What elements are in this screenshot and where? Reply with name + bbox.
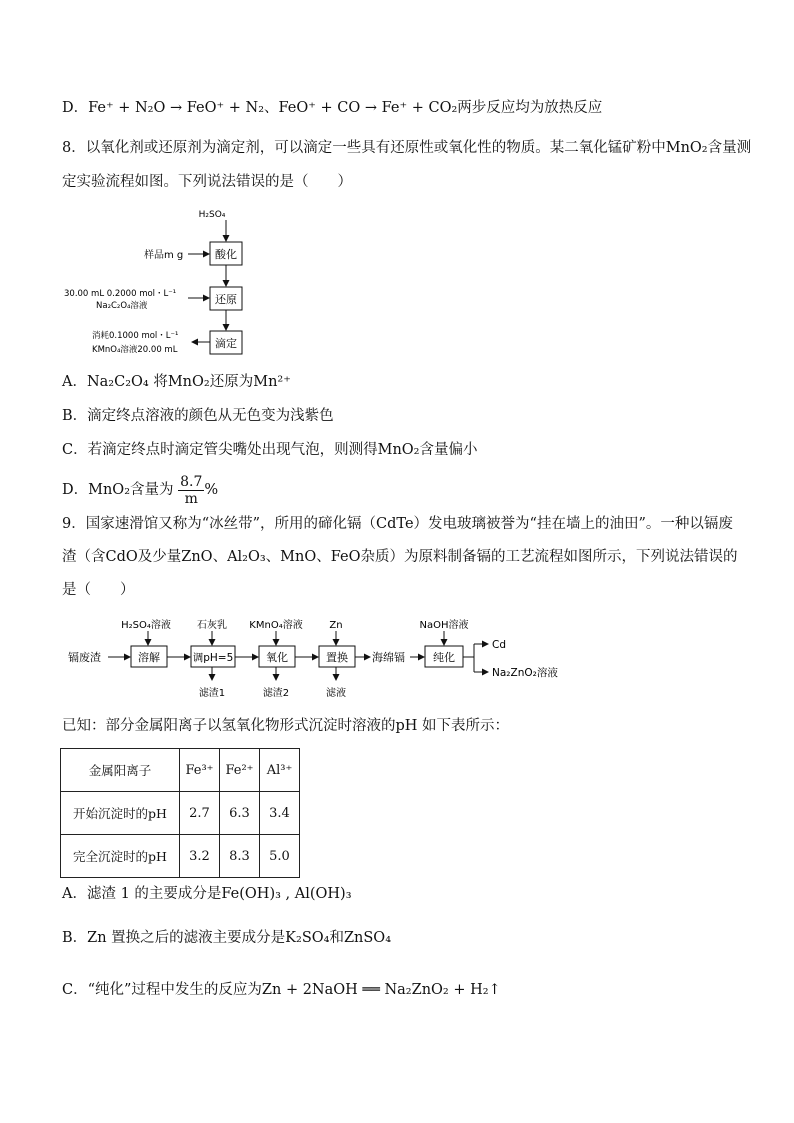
q8-stem-line1: 8．以氧化剂或还原剂为滴定剂，可以滴定一些具有还原性或氧化性的物质。某二氧化锰矿粉中MnO₂含量测 (62, 140, 752, 156)
q9-ph-table (60, 748, 300, 878)
svg-text:KMnO₄溶液: KMnO₄溶液 (249, 620, 303, 631)
q9-flow-diagram (64, 612, 584, 704)
q9-start: 镉废渣 (68, 651, 101, 664)
q8-reagent-h2so4: H₂SO₄ (198, 210, 226, 220)
q8-option-d-suffix: % (204, 482, 219, 498)
svg-text:滤液: 滤液 (326, 688, 346, 699)
q8-consume-line2: KMnO₄溶液20.00 mL (92, 345, 178, 355)
q9-stem-line1: 9．国家速滑馆又称为“冰丝带”，所用的碲化镉（CdTe）发电玻璃被誉为“挂在墙上的油田”。一种以镉废 (62, 516, 733, 532)
svg-text:氧化: 氧化 (266, 651, 288, 664)
q8-option-d-fraction: $\frac{8.7}{m}$ (180, 473, 203, 507)
table-row: 开始沉淀时的pH 2.7 6.3 3.4 (61, 792, 300, 835)
q8-option-b: B．滴定终点溶液的颜色从无色变为浅紫色 (62, 408, 334, 424)
svg-text:溶解: 溶解 (138, 651, 160, 664)
table-row: 完全沉淀时的pH 3.2 8.3 5.0 (61, 835, 300, 878)
q9-known: 已知：部分金属阳离子以氢氧化物形式沉淀时溶液的pH 如下表所示： (62, 718, 510, 734)
q8-box2-label: 还原 (215, 293, 237, 306)
svg-text:纯化: 纯化 (433, 651, 455, 664)
q9-stem-line2: 渣（含CdO及少量ZnO、Al₂O₃、MnO、FeO杂质）为原料制备镉的工艺流程如图所示，下列说法错误的 (62, 549, 738, 565)
q8-consume-line1: 消耗0.1000 mol・L⁻¹ (92, 331, 179, 341)
svg-text:石灰乳: 石灰乳 (197, 620, 227, 631)
q9-option-c: C．“纯化”过程中发生的反应为Zn + 2NaOH ══ Na₂ZnO₂ + H₂↑ (62, 982, 501, 998)
q8-stem-line2: 定实验流程如图。下列说法错误的是（ ） (62, 174, 352, 190)
q8-option-d-prefix: D．MnO₂含量为 (62, 482, 174, 498)
svg-text:滤渣1: 滤渣1 (198, 688, 226, 699)
svg-text:NaOH溶液: NaOH溶液 (419, 620, 469, 631)
svg-text:海绵镉: 海绵镉 (372, 651, 405, 664)
q8-option-a: A．Na₂C₂O₄ 将MnO₂还原为Mn²⁺ (62, 374, 291, 390)
svg-text:调pH=5: 调pH=5 (192, 652, 234, 664)
svg-text:滤渣2: 滤渣2 (262, 688, 290, 699)
q8-box1-label: 酸化 (215, 248, 237, 261)
table-header-row: 金属阳离子 Fe³⁺ Fe²⁺ Al³⁺ (61, 749, 300, 792)
svg-text:置换: 置换 (326, 651, 348, 664)
svg-text:Na₂ZnO₂溶液: Na₂ZnO₂溶液 (492, 667, 558, 679)
q7-option-d: D．Fe⁺ + N₂O → FeO⁺ + N₂、FeO⁺ + CO → Fe⁺ + CO₂两步反应均为放热反应 (62, 100, 603, 116)
q9-option-a: A．滤渣 1 的主要成分是Fe(OH)₃ , Al(OH)₃ (62, 886, 352, 902)
q8-sample-label: 样品m g (144, 250, 184, 261)
svg-text:Zn: Zn (329, 620, 343, 631)
svg-text:H₂SO₄溶液: H₂SO₄溶液 (121, 620, 171, 631)
q8-box3-label: 滴定 (215, 337, 237, 350)
svg-text:Cd: Cd (492, 639, 506, 651)
q9-option-b: B．Zn 置换之后的滤液主要成分是K₂SO₄和ZnSO₄ (62, 930, 392, 946)
q8-oxalate-line2: Na₂C₂O₄溶液 (96, 301, 148, 311)
q8-flow-diagram (64, 204, 264, 356)
q9-stem-line3: 是（ ） (62, 582, 135, 598)
q8-option-c: C．若滴定终点时滴定管尖嘴处出现气泡，则测得MnO₂含量偏小 (62, 442, 478, 458)
q8-oxalate-line1: 30.00 mL 0.2000 mol・L⁻¹ (64, 289, 177, 299)
q8-option-d (62, 472, 218, 508)
